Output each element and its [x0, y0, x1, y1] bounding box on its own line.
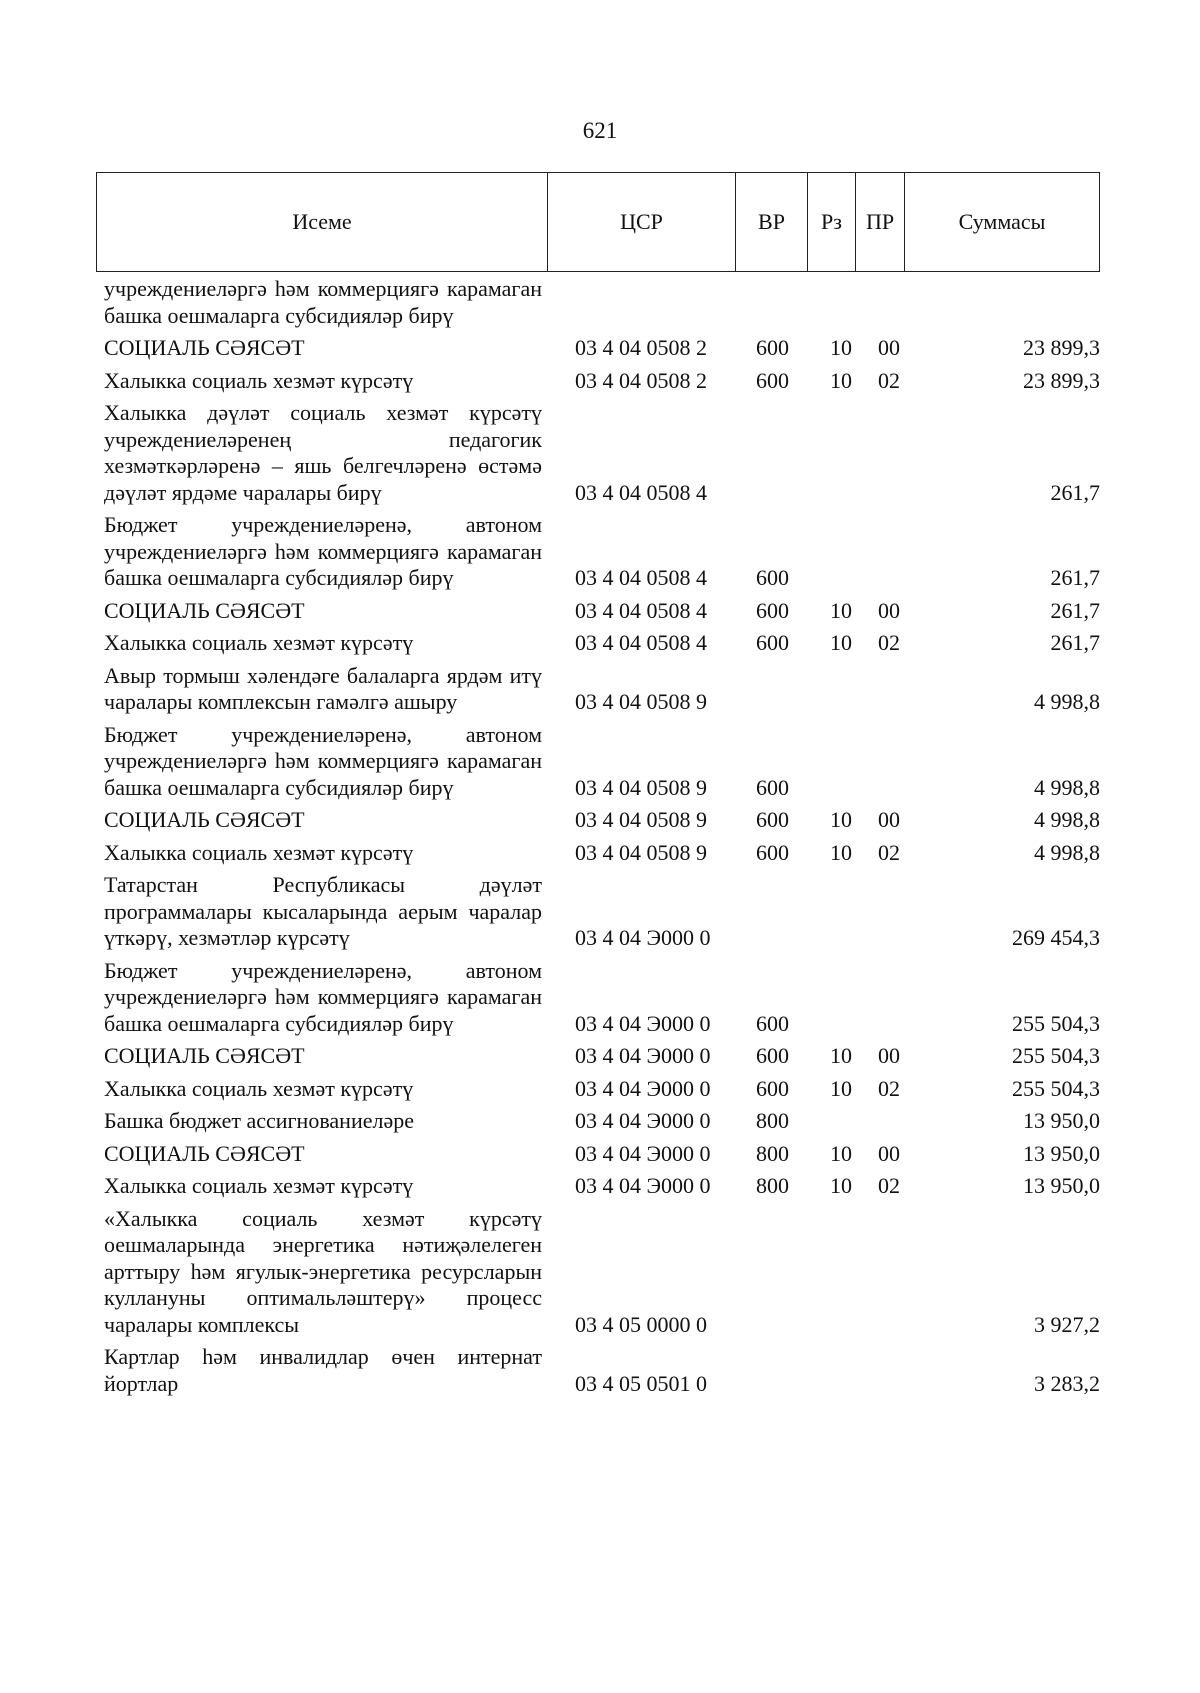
table-row	[104, 630, 1100, 657]
table-row	[104, 1141, 1100, 1168]
row-pr: 02	[878, 1173, 900, 1198]
row-csr: 03 4 04 0508 4	[575, 565, 707, 590]
table-row	[104, 1206, 1100, 1339]
row-vr: 600	[756, 774, 789, 800]
row-csr: 03 4 04 0508 9	[575, 839, 707, 865]
header-vr: ВР	[736, 173, 808, 271]
row-name: учреждениеләргә һәм коммерциягә карамаган башка оешмаларга субсидияләр бирү	[104, 276, 542, 328]
row-sum: 23 899,3	[1023, 335, 1100, 360]
row-sum: 3 927,2	[1034, 1311, 1100, 1337]
row-csr: 03 4 04 Э000 0	[575, 1075, 711, 1101]
row-rz: 10	[830, 367, 852, 393]
header-csr: ЦСР	[548, 173, 736, 271]
table-row	[104, 368, 1100, 395]
row-name: Халыкка социаль хезмәт күрсәтү	[104, 630, 414, 655]
table-row	[104, 663, 1100, 716]
table-header	[96, 172, 1100, 272]
row-pr: 00	[878, 1140, 900, 1166]
row-vr: 800	[756, 1108, 789, 1133]
table-row	[104, 872, 1100, 952]
row-csr: 03 4 04 0508 9	[575, 774, 707, 800]
header-pr: ПР	[856, 173, 905, 271]
row-sum: 269 454,3	[1012, 925, 1100, 950]
row-rz: 10	[830, 630, 852, 655]
row-csr: 03 4 04 0508 4	[575, 479, 707, 505]
row-pr: 02	[878, 367, 900, 393]
row-csr: 03 4 04 Э000 0	[575, 1140, 711, 1166]
row-vr: 600	[756, 1075, 789, 1101]
row-sum: 13 950,0	[1023, 1108, 1100, 1133]
row-csr: 03 4 05 0501 0	[575, 1370, 707, 1396]
row-csr: 03 4 04 Э000 0	[575, 1043, 711, 1068]
table-row	[104, 1043, 1100, 1070]
row-vr: 600	[756, 597, 789, 623]
row-rz: 10	[830, 839, 852, 865]
row-name: Башка бюджет ассигнованиеләре	[104, 1108, 414, 1133]
row-rz: 10	[830, 597, 852, 623]
row-csr: 03 4 04 0508 2	[575, 335, 707, 360]
row-name: «Халыкка социаль хезмәт күрсәтү оешмаларында энергетика нәтиҗәлелеген арттыру һәм ягулык-энергетика ресурсларын куллануны оптимальләштерү» процесс чаралары комплексы	[104, 1205, 542, 1337]
row-sum: 4 998,8	[1034, 807, 1100, 832]
row-pr: 00	[878, 335, 900, 360]
page-number: 621	[582, 118, 618, 143]
row-csr: 03 4 04 0508 9	[575, 807, 707, 832]
row-sum: 3 283,2	[1034, 1370, 1100, 1396]
table-row	[104, 1173, 1100, 1200]
table-body	[104, 276, 1100, 1403]
header-name: Исеме	[97, 173, 548, 271]
table-row	[104, 335, 1100, 362]
table-row	[104, 276, 1100, 329]
table-row	[104, 958, 1100, 1038]
row-rz: 10	[830, 1043, 852, 1068]
row-name: Халыкка дәүләт социаль хезмәт күрсәтү учреждениеләренең педагогик хезмәткәрләренә – яшь белгечләренә өстәмә дәүләт ярдәме чаралары бирү	[104, 400, 542, 505]
row-name: Халыкка социаль хезмәт күрсәтү	[104, 367, 414, 393]
header-rz: Рз	[808, 173, 856, 271]
row-name: Бюджет учреждениеләренә, автоном учреждениеләргә һәм коммерциягә карамаган башка оешмаларга субсидияләр бирү	[104, 957, 542, 1036]
row-rz: 10	[830, 1075, 852, 1101]
table-row	[104, 400, 1100, 506]
table-row	[104, 722, 1100, 802]
row-name: Халыкка социаль хезмәт күрсәтү	[104, 1173, 414, 1198]
row-name: СОЦИАЛЬ СӘЯСӘТ	[104, 807, 305, 832]
row-csr: 03 4 04 Э000 0	[575, 1010, 711, 1036]
row-pr: 00	[878, 597, 900, 623]
row-csr: 03 4 04 0508 4	[575, 597, 707, 623]
row-sum: 255 504,3	[1012, 1043, 1100, 1068]
row-sum: 255 504,3	[1012, 1010, 1100, 1036]
table-row	[104, 1344, 1100, 1397]
row-sum: 13 950,0	[1023, 1140, 1100, 1166]
table-row	[104, 598, 1100, 625]
row-csr: 03 4 04 Э000 0	[575, 1173, 711, 1198]
row-sum: 261,7	[1050, 565, 1100, 590]
table-row	[104, 1076, 1100, 1103]
row-name: СОЦИАЛЬ СӘЯСӘТ	[104, 335, 305, 360]
row-pr: 00	[878, 807, 900, 832]
row-vr: 800	[756, 1173, 789, 1198]
row-sum: 261,7	[1050, 597, 1100, 623]
row-sum: 4 998,8	[1034, 689, 1100, 714]
row-name: Картлар һәм инвалидлар өчен интернат йортлар	[104, 1344, 542, 1396]
row-sum: 261,7	[1050, 630, 1100, 655]
row-sum: 23 899,3	[1023, 367, 1100, 393]
row-sum: 261,7	[1050, 479, 1100, 505]
row-name: Халыкка социаль хезмәт күрсәтү	[104, 839, 414, 865]
row-pr: 00	[878, 1043, 900, 1068]
row-sum: 4 998,8	[1034, 839, 1100, 865]
row-vr: 600	[756, 630, 789, 655]
row-name: Авыр тормыш хәлендәге балаларга ярдәм итү чаралары комплексын гамәлгә ашыру	[104, 662, 542, 714]
row-vr: 800	[756, 1140, 789, 1166]
row-name: Халыкка социаль хезмәт күрсәтү	[104, 1075, 414, 1101]
row-vr: 600	[756, 367, 789, 393]
row-name: Татарстан Республикасы дәүләт программалары кысаларында аерым чаралар үткәрү, хезмәтләр күрсәтү	[104, 872, 542, 950]
row-vr: 600	[756, 565, 789, 590]
row-vr: 600	[756, 1043, 789, 1068]
row-name: СОЦИАЛЬ СӘЯСӘТ	[104, 1043, 305, 1068]
row-vr: 600	[756, 839, 789, 865]
row-sum: 255 504,3	[1012, 1075, 1100, 1101]
row-rz: 10	[830, 1140, 852, 1166]
row-csr: 03 4 04 Э000 0	[575, 925, 711, 950]
row-vr: 600	[756, 335, 789, 360]
row-csr: 03 4 04 0508 9	[575, 689, 707, 714]
row-vr: 600	[756, 807, 789, 832]
row-name: СОЦИАЛЬ СӘЯСӘТ	[104, 597, 305, 623]
table-row	[104, 840, 1100, 867]
row-pr: 02	[878, 630, 900, 655]
row-sum: 13 950,0	[1023, 1173, 1100, 1198]
row-rz: 10	[830, 807, 852, 832]
row-csr: 03 4 04 Э000 0	[575, 1108, 711, 1133]
row-pr: 02	[878, 839, 900, 865]
table-row	[104, 1108, 1100, 1135]
row-rz: 10	[830, 1173, 852, 1198]
row-vr: 600	[756, 1010, 789, 1036]
row-rz: 10	[830, 335, 852, 360]
row-name: СОЦИАЛЬ СӘЯСӘТ	[104, 1140, 305, 1166]
row-csr: 03 4 04 0508 2	[575, 367, 707, 393]
row-name: Бюджет учреждениеләренә, автоном учреждениеләргә һәм коммерциягә карамаган башка оешмаларга субсидияләр бирү	[104, 721, 542, 800]
row-csr: 03 4 05 0000 0	[575, 1311, 707, 1337]
row-name: Бюджет учреждениеләренә, автоном учреждениеләргә һәм коммерциягә карамаган башка оешмаларга субсидияләр бирү	[104, 512, 542, 590]
row-pr: 02	[878, 1075, 900, 1101]
table-row	[104, 512, 1100, 592]
header-sum: Суммасы	[958, 209, 1046, 234]
row-sum: 4 998,8	[1034, 774, 1100, 800]
row-csr: 03 4 04 0508 4	[575, 630, 707, 655]
table-row	[104, 807, 1100, 834]
